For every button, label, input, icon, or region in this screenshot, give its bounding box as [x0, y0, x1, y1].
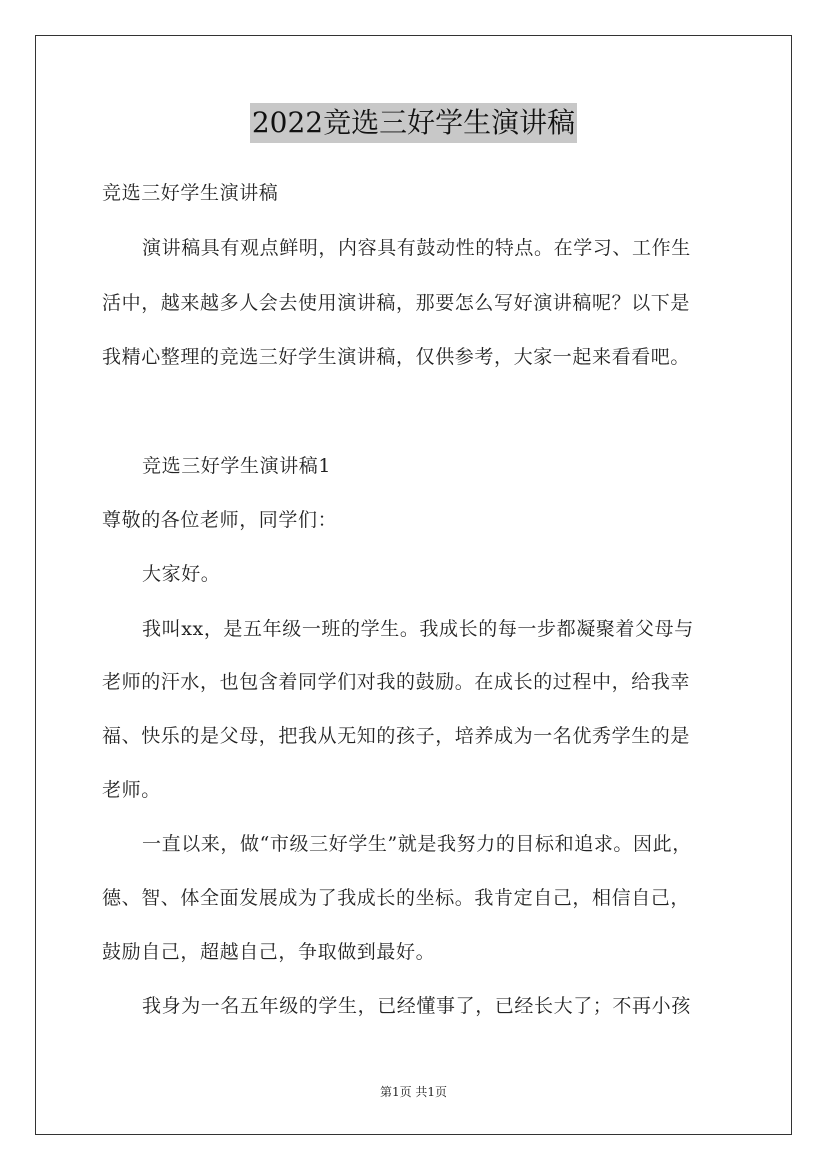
greeting-line: 尊敬的各位老师，同学们：	[102, 509, 338, 531]
section-heading: 竞选三好学生演讲稿1	[142, 455, 332, 477]
page-footer: 第1页 共1页	[379, 1085, 448, 1099]
paragraph-line: 一直以来，做“市级三好学生”就是我努力的目标和追求。因此，	[142, 833, 692, 855]
document-title: 2022竞选三好学生演讲稿	[250, 103, 577, 143]
paragraph-line: 我身为一名五年级的学生，已经懂事了，已经长大了；不再小孩	[142, 995, 691, 1017]
paragraph-line: 我精心整理的竞选三好学生演讲稿，仅供参考，大家一起来看看吧。	[102, 346, 691, 368]
paragraph-line: 演讲稿具有观点鲜明，内容具有鼓动性的特点。在学习、工作生	[142, 237, 691, 259]
paragraph-line: 福、快乐的是父母，把我从无知的孩子，培养成为一名优秀学生的是	[102, 725, 691, 747]
paragraph-line: 活中，越来越多人会去使用演讲稿，那要怎么写好演讲稿呢？以下是	[102, 292, 691, 314]
paragraph-line: 大家好。	[142, 563, 221, 585]
paragraph-line: 我叫xx，是五年级一班的学生。我成长的每一步都凝聚着父母与	[142, 618, 694, 640]
title-container	[0, 103, 827, 143]
subtitle-line: 竞选三好学生演讲稿	[102, 182, 279, 204]
paragraph-line: 德、智、体全面发展成为了我成长的坐标。我肯定自己，相信自己，	[102, 887, 691, 909]
paragraph-line: 老师的汗水，也包含着同学们对我的鼓励。在成长的过程中，给我幸	[102, 671, 691, 693]
paragraph-line: 老师。	[102, 779, 161, 801]
paragraph-line: 鼓励自己，超越自己，争取做到最好。	[102, 941, 436, 963]
